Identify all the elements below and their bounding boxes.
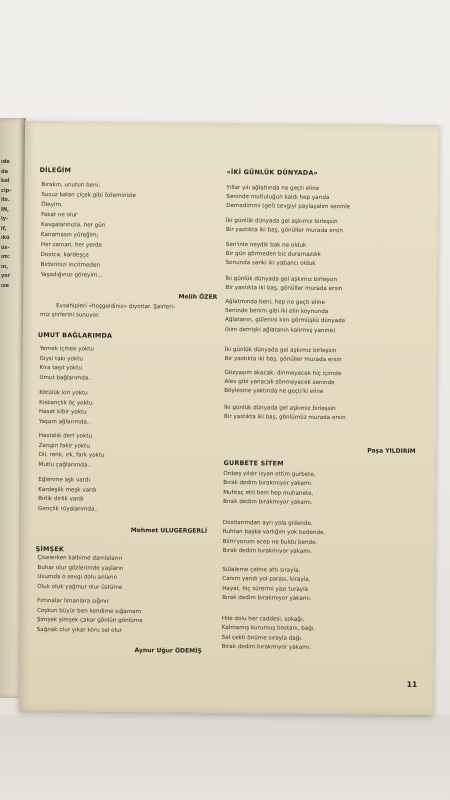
poem-line: Buhar olur gözlerimde yaşların: [37, 564, 124, 572]
poem-line: Oluk oluk yağmur olur üstüme: [37, 583, 123, 591]
poem-line: İki günlük dünyada gel aşkımız birleşsin: [224, 346, 337, 355]
previous-page-text-fragment: iy-: [1, 216, 9, 222]
poem-line: Kira taşıt yoktu: [39, 365, 83, 372]
poem-title-gurbete-sitem: GURBETE SİTEM: [223, 458, 284, 468]
poem-line: Bırak dedim bırakmıyor yakamı.: [222, 594, 312, 602]
previous-page-text-fragment: ıkü: [1, 235, 10, 241]
poem-line: Sülaleme çelme attı sırayla,: [222, 566, 301, 574]
poem-line: Böylesine yaktında ne geçti'ki eline: [224, 388, 324, 396]
poem-line: Bir yastıkta iki baş, gönlümüz murada ersin: [223, 414, 346, 422]
author-melih-ozer: Melih ÖZER: [178, 293, 218, 301]
poem-line: Kıskançlık öç yoktu: [39, 399, 93, 407]
poem-line: Çiselerken kalbime damlaların: [37, 555, 123, 562]
previous-page-text-fragment: ıde: [1, 159, 10, 165]
poem-title-umut: UMUT BAĞLARIMDA: [37, 330, 113, 340]
poem-line: Yemek içmek yoktu: [39, 346, 95, 353]
poem-line: Yaşadığınızı göreyim...: [40, 272, 103, 279]
previous-page-text-fragment: yor: [1, 273, 11, 279]
poem-line: Öleyim,: [41, 202, 63, 209]
previous-page-text-fragment: ım:: [1, 254, 10, 260]
poem-line: Yıllar yılı ağlatlında ne geçti eline: [226, 184, 320, 192]
poem-line: Alev gibi yanacak sönmeyecek seninde: [224, 379, 335, 387]
author-aynur-ugur-odemis: Aynur Uğur ÖDEMİŞ: [134, 647, 202, 655]
magazine-page: [19, 121, 439, 715]
poem-line: Hayat, hiç sürermi yazı turayla: [222, 585, 309, 593]
poem-line: Mutlu çağlarımda..: [38, 461, 91, 469]
poem-line: Giysi takı yoktu: [39, 355, 83, 363]
poem-line: Her zaman, her yerde: [40, 242, 102, 249]
previous-page-text-fragment: üs-: [1, 244, 10, 251]
poem-title-iki-gunluk: «İKİ GÜNLÜK DÜNYADA»: [226, 167, 318, 177]
poem-line: Muhtaç etti beni hep muhanete,: [223, 489, 314, 497]
previous-page-text-fragment: ın,: [1, 263, 9, 270]
poem-line: İki günlük dünyada gel aşkımız birleşsin: [226, 217, 338, 226]
poem-line: Ağlatanın, gülenini kim görmüşkü dünyada: [224, 317, 346, 325]
previous-page-text-fragment: da: [1, 168, 8, 175]
poem-line: (kim demişki ağlatanın kalırmış yanına): [224, 326, 336, 334]
poem-line: Bırak dedim bırakmıyor yakamı.: [223, 480, 313, 488]
poem-line: Dostca, kardeşçe: [40, 252, 89, 259]
poem-line: Ruhtan başka varlığım yok bedende,: [222, 529, 326, 537]
poem-line: Dil, renk, ırk, fark yoktu: [38, 452, 105, 459]
poem-line: Gençlik rüyalarımda..: [38, 505, 99, 513]
poem-line: Sağnak olur yıkar koru sel olur: [36, 626, 123, 634]
note-line-1: Evsahipleri «hoşgeldiniz» diyorlar. Şairleri-: [56, 303, 176, 311]
poem-title-dilegim: DİLEĞİM: [39, 166, 72, 175]
poem-line: Zengin fakir yoktu: [38, 442, 90, 450]
table-surface: [0, 715, 450, 800]
poem-line: Sonunda sanki iki yabancı olduk: [225, 260, 316, 268]
poem-line: İki günlük dünyada gel aşkımız birleşsin: [225, 275, 338, 284]
poem-line: Bir gün görmeden biz duramazdık: [225, 251, 321, 259]
poem-line: Haset kibir yoktu: [39, 409, 87, 416]
poem-line: Bir yastıkta iki baş, gönüller murada ersin: [224, 356, 342, 364]
author-pasa-yildirim: Paşa YILDIRIM: [367, 447, 416, 455]
poem-line: Ağlatmında beni, hep ne geçti eline: [225, 298, 325, 306]
previous-page-text-fragment: ilo.: [1, 197, 10, 203]
previous-page-text-fragment: IN,: [1, 206, 9, 213]
poem-line: Eğlenme aşk vardı: [38, 477, 91, 484]
poem-line: Kanamasın yüreğim;: [40, 232, 99, 239]
poem-line: Fakat ne olur: [41, 212, 78, 219]
poem-line: Bırak dedim bırakmıyor yakamı.: [221, 643, 312, 651]
previous-page-text-fragment: kal: [1, 178, 10, 184]
poem-line: Coşkun büyür ben kendime sığamam: [36, 607, 142, 615]
poem-line: Birbirinizi incitmeden: [40, 262, 100, 269]
poem-line: Seninde benim gibi iki elin koynunda: [225, 308, 329, 316]
poem-line: Seninde mutluluğun kaldı hep yarıda: [226, 194, 330, 202]
poem-line: Bir yastıkta iki baş, gönüller murada ersin: [225, 285, 343, 293]
poem-line: Bırak dedim bırakmıyor yakamı.: [223, 498, 313, 506]
poem-title-simsek: ŞİMŞEK: [35, 544, 65, 554]
poem-line: Usumda o sevgi dolu anların: [37, 574, 118, 582]
poem-line: Kavgalarınızla, her gün: [40, 222, 106, 229]
poem-line: Onbeş yıldır isyan ettim gurbete,: [223, 470, 316, 478]
poem-line: Bilm'yorum acep ne buldu bende,: [222, 538, 318, 546]
poem-line: Bir yastıkta iki baş, gönüller murada ersin: [225, 227, 344, 235]
poem-line: Bırak dedim bırakmıyor yakamı.: [222, 547, 313, 555]
poem-line: Fırtınalar limanlara sığınır: [37, 598, 109, 605]
previous-page-text-fragment: cip-: [1, 187, 12, 194]
poem-line: Demedimmi (gel) sevgiyi paylaşalım seninle: [226, 203, 351, 211]
poem-line: Kalmamış kurumuş bostanı, bağı.: [221, 625, 316, 633]
poem-line: Hile dolu her caddesi, sokağı,: [221, 615, 305, 623]
poem-line: Sen'inle neydik bak ne olduk: [225, 241, 307, 249]
poem-line: Bırakın, unutun beni;: [41, 182, 101, 189]
note-line-2: miz şiirlerini sunuyor.: [40, 312, 100, 319]
poem-line: Umut bağlarımda..: [39, 374, 92, 382]
poem-line: Birlik dirlik vardı: [38, 496, 84, 503]
poem-line: Hastalık dert yoktu: [38, 433, 93, 440]
poem-line: Susuz kalan çiçek gibi özleminizle: [41, 192, 137, 200]
poem-line: Kötülük kin yoktu: [39, 390, 88, 397]
previous-page-text-fragment: ıze: [1, 282, 10, 289]
page-number: 11: [406, 679, 418, 689]
poem-line: Dostlarımdan ayrı yola gidende,: [222, 519, 313, 527]
poem-line: İki günlük dünyada gel aşkımız birleşsin: [224, 404, 336, 413]
poem-line: Kardeşlik meşk vardı: [38, 486, 97, 494]
previous-page-text-fragment: if,: [1, 225, 7, 232]
poem-line: Yaşam ağlarımda..: [38, 418, 91, 426]
poem-line: Canım yandı yol parası, kirayla,: [222, 576, 311, 584]
poem-line: Sel çekti önüme sırayla dağı.: [221, 634, 303, 642]
author-mehmet-ulugergerli: Mehmet ULUGERGERLİ: [130, 526, 208, 535]
poem-line: Şimşek şimşek çakar gönlün gönlüme: [36, 617, 143, 625]
poem-line: Gözyaşım akacak, dinmeyecek hiç içimde: [224, 369, 342, 378]
